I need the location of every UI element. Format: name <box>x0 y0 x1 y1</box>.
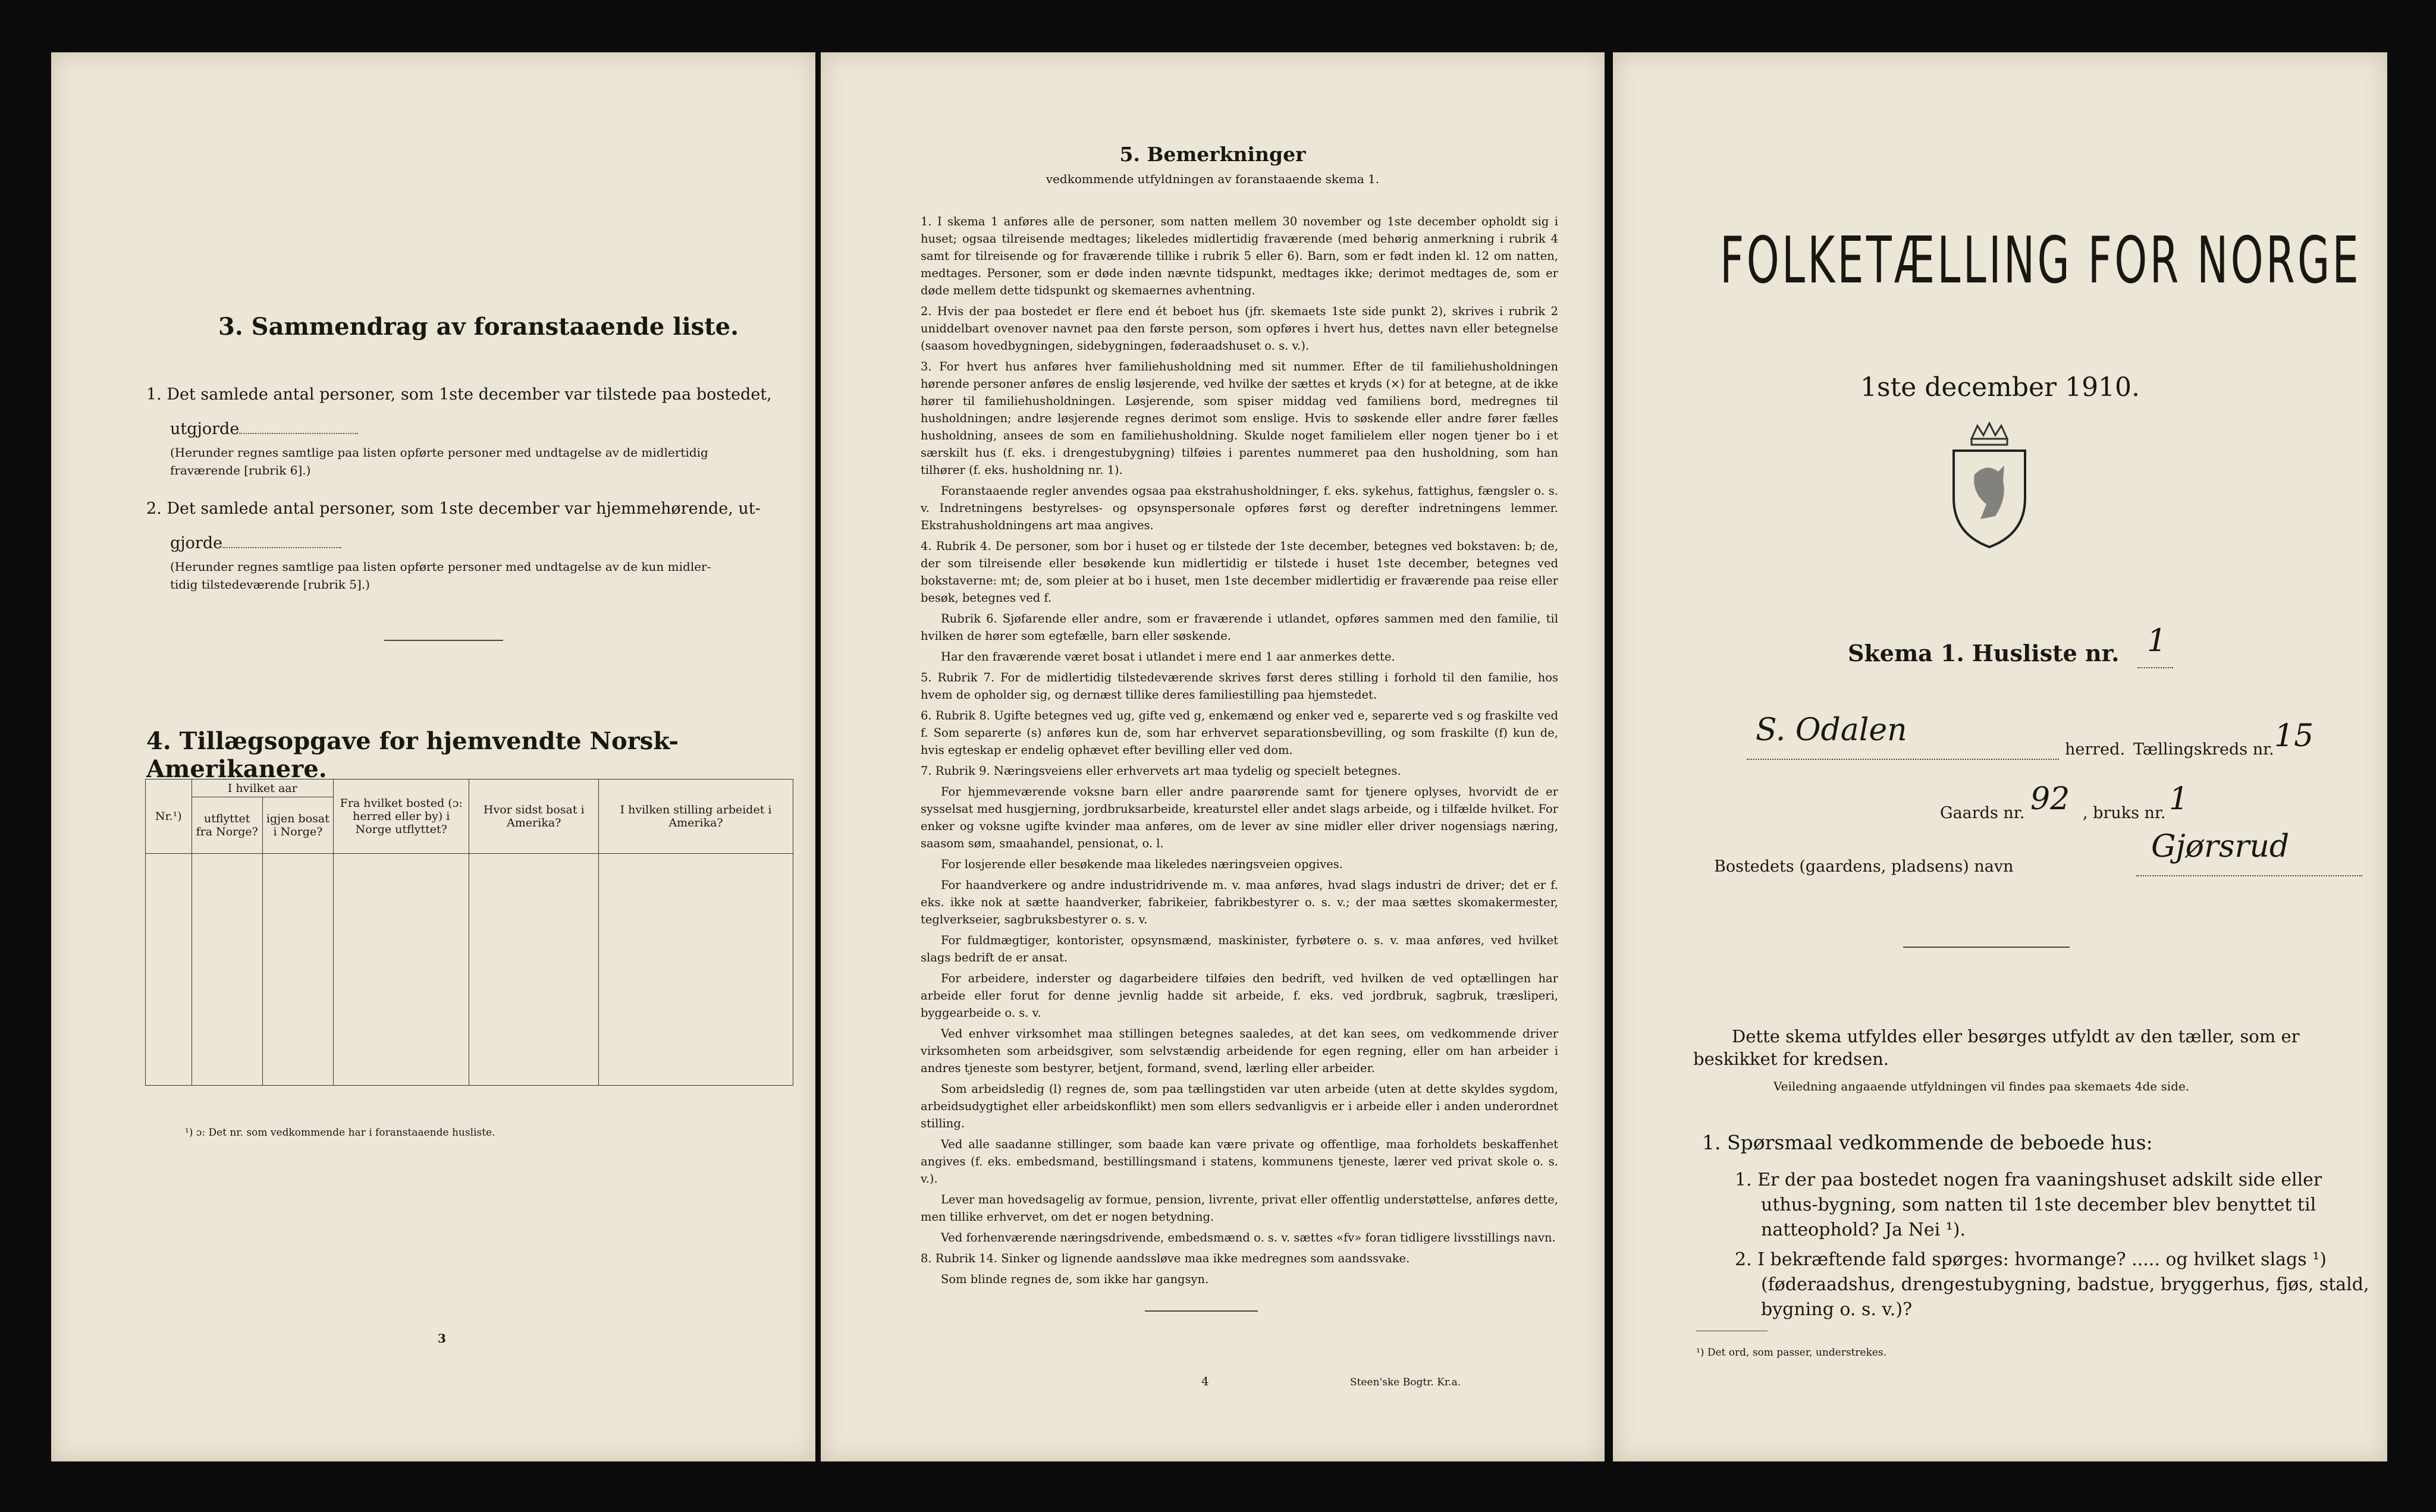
divider <box>384 640 503 641</box>
skema-label: Skema 1. Husliste nr. <box>1848 640 2120 667</box>
remark-paragraph: Som arbeidsledig (l) regnes de, som paa tællingstiden var uten arbeide (uten at dette skyldes sygdom, arbeidsudygtighet eller arbeidskonflikt) men som ellers sedvanligvis er i arbeide eller i anden underordnet stilling. <box>921 1082 1558 1130</box>
item1-line2: utgjorde <box>170 419 358 439</box>
table-row <box>146 939 793 982</box>
table-row <box>146 854 793 897</box>
right-footnote: ¹) Det ord, som passer, understrekes. <box>1696 1347 1887 1359</box>
remark-paragraph: For haandverkere og andre industridrivende m. v. maa anføres, hvad slags industri de driver; det er f. eks. ikke nok at sætte haandverker, fabrikeier, fabrikbestyrer o. s. v.; der maa sættes skomakermester, teglverkseier, sagbruksbestyrer o. s. v. <box>921 878 1558 926</box>
col-nr: Nr.¹) <box>146 779 192 854</box>
remark-paragraph: Rubrik 6. Sjøfarende eller andre, som er fraværende i utlandet, opføres sammen med den familie, til hvilken de hører som egtefælle, barn eller søskende. <box>921 612 1558 643</box>
table-row <box>146 982 793 1025</box>
remark-paragraph: Foranstaaende regler anvendes ogsaa paa ekstrahusholdninger, f. eks. sykehus, fattighus, fængsler o. s. v. Indretningens bestyrelses- og opsynspersonale opføres først og derefter indretningens lemmer. Ekstrahusholdningens art maa angives. <box>921 484 1558 532</box>
left-page <box>51 52 815 1461</box>
printer-imprint: Steen'ske Bogtr. Kr.a. <box>1350 1376 1461 1388</box>
col-stilling: I hvilken stilling arbeidet i Amerika? <box>599 779 793 854</box>
husliste-nr-dots <box>2137 667 2173 668</box>
bosted-label: Bostedets (gaardens, pladsens) navn <box>1714 857 2014 876</box>
col-hvor-bosat: Hvor sidst bosat i Amerika? <box>469 779 599 854</box>
table-footnote: ¹) ɔ: Det nr. som vedkommende har i foranstaaende husliste. <box>185 1127 495 1139</box>
question-1 <box>1735 1168 2322 1243</box>
remark-paragraph: 7. Rubrik 9. Næringsveiens eller erhvervets art maa tydelig og specielt betegnes. <box>921 764 1401 778</box>
coat-of-arms-icon <box>1945 421 2034 552</box>
section3-title: 3. Sammendrag av foranstaaende liste. <box>218 313 739 341</box>
remark-paragraph: Ved enhver virksomhet maa stillingen betegnes saaledes, at det kan sees, om vedkommende driver virksomheten som arbeidsgiver, som selvstændig arbeidende for egen regning, eller om han arbeider i andres tjeneste som bestyrer, betjent, formand, svend, lærling eller arbeider. <box>921 1027 1558 1075</box>
item2-note1: (Herunder regnes samtlige paa listen opførte personer med undtagelse av de kun midler- <box>170 559 711 574</box>
remark-paragraph: For arbeidere, inderster og dagarbeidere tilføies den bedrift, ved hvilken de ved optællingen har arbeide eller forut for denne jevnlig hadde sit arbeide, f. eks. ved jordbruk, sagbruk, træsliperi, byggearbeide o. s. v. <box>921 972 1558 1020</box>
bruks-label: , bruks nr. <box>2083 804 2166 822</box>
bruks-value: 1 <box>2169 781 2189 817</box>
bosted-dots <box>2136 875 2362 876</box>
remark-paragraph: 8. Rubrik 14. Sinker og lignende aandssløve maa ikke medregnes som aandssvake. <box>921 1252 1410 1265</box>
q2-line3: bygning o. s. v.)? <box>1761 1299 1913 1320</box>
item2-line2: gjorde <box>170 533 341 554</box>
table-row <box>146 1025 793 1068</box>
kreds-value: 15 <box>2274 718 2314 754</box>
remark-paragraph: For losjerende eller besøkende maa likeledes næringsveien opgives. <box>941 857 1343 871</box>
right-page <box>1613 52 2387 1461</box>
intro-line2: beskikket for kredsen. <box>1693 1049 1889 1069</box>
middle-page <box>821 52 1605 1461</box>
q1-line2: uthus-bygning, som natten til 1ste december blev benyttet til <box>1761 1194 2316 1215</box>
question-header: 1. Spørsmaal vedkommende de beboede hus: <box>1702 1131 2153 1154</box>
remark-paragraph: Ved forhenværende næringsdrivende, embedsmænd o. s. v. sættes «fv» foran tidligere livsstillings navn. <box>941 1231 1556 1244</box>
item1-note1: (Herunder regnes samtlige paa listen opførte personer med undtagelse av de midlertidig <box>170 445 708 460</box>
page-number: 4 <box>1201 1374 1209 1388</box>
herred-label: herred. <box>2065 740 2126 759</box>
remark-paragraph: Lever man hovedsagelig av formue, pension, livrente, privat eller offentlig understøttelse, anføres dette, men tillike erhvervet, om det er nogen betydning. <box>921 1193 1558 1224</box>
gaards-label: Gaards nr. <box>1940 804 2025 822</box>
remark-paragraph: Har den fraværende været bosat i utlandet i mere end 1 aar anmerkes dette. <box>941 650 1395 664</box>
census-date: 1ste december 1910. <box>1860 372 2140 403</box>
intro-note: Veiledning angaaende utfyldningen vil findes paa skemaets 4de side. <box>1773 1079 2190 1093</box>
item1-note2: fraværende [rubrik 6].) <box>170 463 311 477</box>
col-fra-bosted: Fra hvilket bosted (ɔ: herred eller by) i Norge utflyttet? <box>333 779 469 854</box>
remark-paragraph: 3. For hvert hus anføres hver familiehusholdning med sit nummer. Efter de til familiehusholdningen hørende personer anføres de enslig løsjerende, ved hvilke der sættes et kryds (×) for at betegne, at de ikke hører til familiehusholdningen. Løsjerende, som spiser middag ved familiens bord, medregnes til husholdningen; andre løsjerende regnes derimot som enslige. Hvis to søskende eller andre fører fælles husholdning, ansees de som en familiehusholdning. Skulde noget familielem eller nogen tjener bo i et særskilt hus (f. eks. i drengestubygning) tilføies i parentes nummeret paa den husholdning, som han tilhører (f. eks. husholdning nr. 1). <box>921 360 1558 477</box>
kreds-label: Tællingskreds nr. <box>2133 740 2274 759</box>
table-row <box>146 897 793 939</box>
remark-paragraph: Som blinde regnes de, som ikke har gangsyn. <box>941 1272 1209 1286</box>
remark-paragraph: For fuldmægtiger, kontorister, opsynsmænd, maskinister, fyrbøtere o. s. v. maa anføres, ved hvilket slags bedrift de er ansat. <box>921 933 1558 964</box>
q1-line1: 1. Er der paa bostedet nogen fra vaaningshuset adskilt side eller <box>1735 1170 2322 1190</box>
remark-paragraph: Ved alle saadanne stillinger, som baade kan være private og offentlige, maa forholdets beskaffenhet angives (f. eks. embedsmand, bestillingsmand i statens, kommunens tjeneste, lærer ved privat skole o. s. v.). <box>921 1137 1558 1186</box>
question-2 <box>1735 1247 2369 1322</box>
bosted-value: Gjørsrud <box>2151 829 2290 865</box>
census-title: FOLKETÆLLING FOR NORGE <box>1720 224 2362 298</box>
intro-line1: Dette skema utfyldes eller besørges utfyldt av den tæller, som er <box>1732 1026 2300 1046</box>
remark-paragraph: 6. Rubrik 8. Ugifte betegnes ved ug, gifte ved g, enkemænd og enker ved e, separerte ved s og fraskilte ved f. Som separerte (s) anføres kun de, som har erhvervet separationsbevilling, og som fraskilte (f) kun de, hvis egteskap er endelig ophævet efter bevilling eller ved dom. <box>921 709 1558 757</box>
item2-note2: tidig tilstedeværende [rubrik 5].) <box>170 577 370 592</box>
col-utflyttet: utflyttet fra Norge? <box>192 797 262 854</box>
norsk-amerikanere-table <box>145 779 793 1086</box>
divider-ornament <box>1903 947 2070 948</box>
remark-paragraph: 1. I skema 1 anføres alle de personer, som natten mellem 30 november og 1ste december opholdt sig i huset; ogsaa tilreisende medtages; likeledes midlertidig fraværende (med behørig anmerkning i rubrik 4 samt for tilreisende og for fraværende tillike i rubrik 5 eller 6). Barn, som er født inden kl. 12 om natten, medtages. Personer, som er døde inden nævnte tidspunkt, medtages ikke; derimot medtages de, som er døde mellem dette tidspunkt og skemaernes avhentning. <box>921 215 1558 297</box>
divider <box>1145 1310 1258 1312</box>
remark-paragraph: 5. Rubrik 7. For de midlertidig tilstedeværende skrives først deres stilling i forhold til den familie, hos hvem de opholder sig, og dernæst tillike deres familiestilling paa hjemstedet. <box>921 671 1558 702</box>
table-row <box>146 1068 793 1086</box>
husliste-nr-value: 1 <box>2147 623 2167 659</box>
page-number: 3 <box>438 1331 446 1346</box>
section4-title: 4. Tillægsopgave for hjemvendte Norsk-Amerikanere. <box>146 727 679 783</box>
col-group-aar: I hvilket aar <box>192 779 333 797</box>
col-igjen-bosat: igjen bosat i Norge? <box>262 797 333 854</box>
q2-line2: (føderaadshus, drengestubygning, badstue, bryggerhus, fjøs, stald, <box>1761 1274 2369 1295</box>
remark-paragraph: For hjemmeværende voksne barn eller andre paarørende samt for tjenere oplyses, hvorvidt de er sysselsat med husgjerning, jordbruksarbeide, kreaturstel eller andet slags arbeide, og i tilfælde hvilket. For enker og voksne ugifte kvinder maa anføres, om de lever av sine midler eller driver nogensiags næring, saasom søm, smaahandel, pensionat, o. l. <box>921 785 1558 850</box>
remark-paragraph: 4. Rubrik 4. De personer, som bor i huset og er tilstede der 1ste december, betegnes ved bokstaven: b; de, der som tilreisende eller besøkende kun midlertidig er tilstede i huset 1ste december, betegnes ved bokstaverne: mt; de, som pleier at bo i huset, men 1ste december midlertidig er fraværende paa reise eller besøk, betegnes ved f. <box>921 539 1558 605</box>
q1-line3: natteophold? Ja Nei ¹). <box>1761 1219 1966 1240</box>
remarks-title: 5. Bemerkninger <box>1119 143 1306 166</box>
herred-value: S. Odalen <box>1756 712 1907 748</box>
remark-paragraph: 2. Hvis der paa bostedet er flere end ét beboet hus (jfr. skemaets 1ste side punkt 2), skrives i rubrik 2 uniddelbart ovenover navnet paa den første person, som opføres i hvert hus, dettes navn eller betegnelse (saasom hovedbygningen, sidebygningen, føderaadshuset o. s. v.). <box>921 304 1558 353</box>
remarks-subtitle: vedkommende utfyldningen av foranstaaende skema 1. <box>1046 172 1380 186</box>
herred-dots <box>1747 759 2059 760</box>
remarks-body <box>921 213 1558 1291</box>
gaards-value: 92 <box>2030 781 2070 817</box>
item2-line1: 2. Det samlede antal personer, som 1ste december var hjemmehørende, ut- <box>146 499 761 518</box>
item1-line1: 1. Det samlede antal personer, som 1ste december var tilstede paa bostedet, <box>146 385 772 404</box>
q2-line1: 2. I bekræftende fald spørges: hvormange? ..... og hvilket slags ¹) <box>1735 1249 2327 1270</box>
